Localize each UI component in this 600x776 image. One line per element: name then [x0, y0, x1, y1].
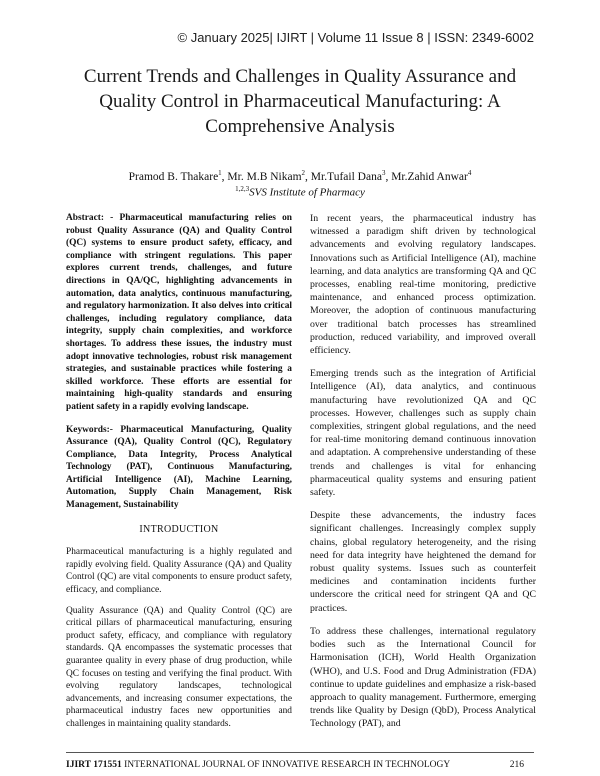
author-name: Mr. M.B Nikam [227, 170, 302, 183]
author-name: Mr.Tufail Dana [310, 170, 382, 183]
footer-divider [66, 752, 534, 753]
author-sup: 3 [381, 169, 386, 177]
body-paragraph: Despite these advancements, the industry faces significant challenges. Increasingly complex supply chains, global regulatory heterogeneity, and the rising need for data integrity have heightened the demand for robust quality systems. Issues such as counterfeit medicines and contamination incidents further underscore the critical need for stringent QA and QC practices. [310, 510, 536, 614]
affiliation-text: SVS Institute of Pharmacy [249, 186, 365, 199]
page-number: 216 [509, 760, 524, 770]
body-paragraph: To address these challenges, international regulatory bodies such as the International Council for Harmonisation (ICH), World Health Organization (WHO), and U.S. Food and Drug Administration (FDA) continue to update guidelines and emphasize a risk-based approach to quality management. Furthermore, emerging trends like Quality by Design (QbD), Process Analytical Technology (PAT), and [310, 625, 536, 730]
body-paragraph: Emerging trends such as the integration of Artificial Intelligence (AI), data analytics, and continuous manufacturing have revolutionized QA and QC processes. However, challenges such as supply chain complexities, stringent global regulations, and the need for real-time monitoring demand continuous innovation and adaptation. A comprehensive understanding of these trends and challenges is vital for enhancing pharmaceutical quality systems and ensuring patient safety. [310, 368, 536, 499]
body-paragraph: In recent years, the pharmaceutical industry has witnessed a paradigm shift driven by technological advancements and evolving regulatory landscapes. Innovations such as Artificial Intelligence (AI), machine learning, and data analytics are transforming QA and QC processes, enabling real-time monitoring, predictive maintenance, and enhanced process optimization. Moreover, the adoption of continuous manufacturing over traditional batch processes has streamlined production, reduced variability, and improved overall efficiency. [310, 213, 536, 357]
paper-title [40, 64, 560, 139]
body-paragraph: Pharmaceutical manufacturing is a highly regulated and rapidly evolving field. Quality Assurance (QA) and Quality Control (QC) are vital components to ensure product safety, efficacy, and compliance. [66, 547, 292, 596]
title-line: Current Trends and Challenges in Quality Assurance and [83, 66, 517, 87]
author-sup: 4 [467, 169, 472, 177]
author-name: Mr.Zahid Anwar [391, 170, 468, 183]
affiliation [60, 185, 540, 199]
author-name: Pramod B. Thakare [128, 170, 219, 183]
right-column [310, 212, 536, 741]
title-line: Quality Control in Pharmaceutical Manufacturing: A [99, 91, 501, 112]
keywords: Keywords:- Pharmaceutical Manufacturing, Quality Assurance (QA), Quality Control (QC), Regulatory Compliance, Data Integrity, Process Analytical Technology (PAT), Continuous Manufacturing, Artificial Intelligence (AI), Machine Learning, Automation, Supply Chain Management, Risk Management, Sustainability [66, 424, 292, 511]
affiliation-sup: 1,2,3 [235, 185, 250, 193]
journal-header: © January 2025| IJIRT | Volume 11 Issue 8 | ISSN: 2349-6002 [177, 30, 534, 45]
footer-journal-code: IJIRT 171551 [66, 760, 122, 770]
author-sup: 1 [218, 169, 222, 177]
section-heading: INTRODUCTION [139, 523, 219, 535]
title-line: Comprehensive Analysis [205, 116, 395, 137]
footer-journal [66, 760, 450, 770]
author-list: Pramod B. Thakare$^1$, Mr. M.B Nikam$^2$, Mr.Tufail Dana$^3$, Mr.Zahid Anwar$^4$ [128, 169, 472, 183]
footer-journal-name: INTERNATIONAL JOURNAL OF INNOVATIVE RESEARCH IN TECHNOLOGY [124, 760, 451, 770]
left-column [66, 212, 292, 739]
author-sup: 2 [301, 169, 306, 177]
body-paragraph: Quality Assurance (QA) and Quality Control (QC) are critical pillars of pharmaceutical manufacturing, ensuring product safety, efficacy, and compliance with regulatory standards. QA encompasses the systematic processes that guarantee quality in every phase of drug production, while QC focuses on testing and verifying the final product. With evolving regulatory landscapes, technological advancements, and increasing consumer expectations, the pharmaceutical industry faces new opportunities and challenges in maintaining quality standards. [66, 605, 292, 729]
abstract: Abstract: - Pharmaceutical manufacturing relies on robust Quality Assurance (QA) and Quality Control (QC) systems to ensure product safety, efficacy, and compliance with stringent regulations. This paper explores current trends, challenges, and future directions in QA/QC, highlighting advancements in automation, data analytics, continuous manufacturing, and regulatory harmonization. It also delves into critical challenges, including regulatory compliance, data integrity, supply chain complexities, and workforce shortages. To address these issues, the industry must adopt innovative technologies, robust risk management strategies, and sustainable practices while fostering a skilled workforce. These efforts are essential for maintaining high-quality standards and ensuring patient safety in a rapidly evolving landscape. [66, 213, 292, 412]
